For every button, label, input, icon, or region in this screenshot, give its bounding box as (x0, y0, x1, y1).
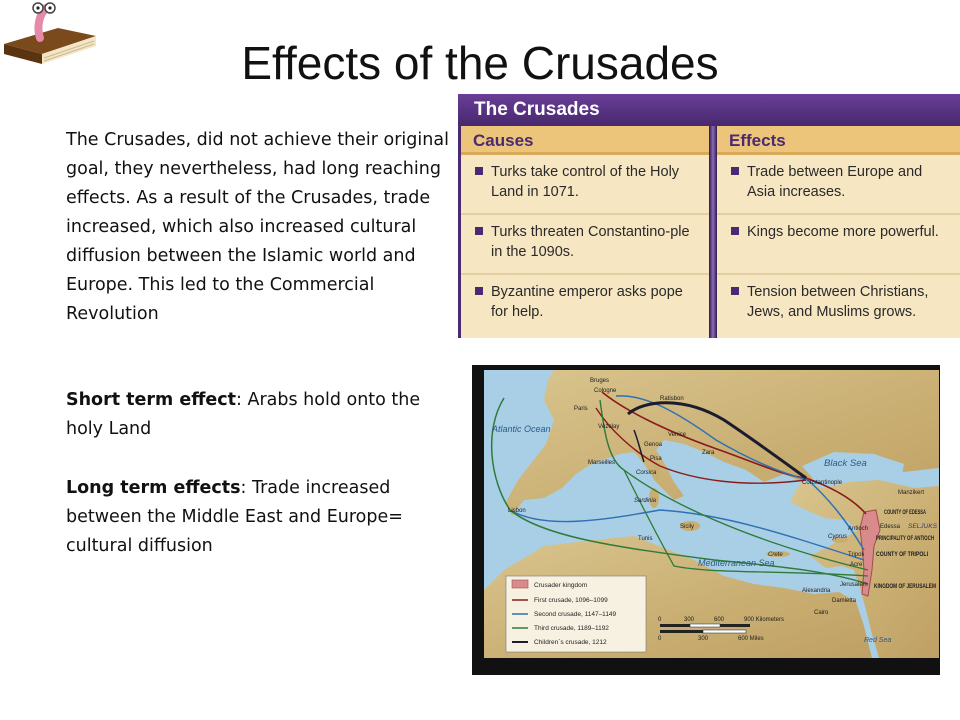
city-label: Paris (574, 406, 588, 412)
city-label: Sicily (680, 524, 695, 530)
cause-row (461, 215, 709, 275)
long-term-effects (66, 474, 456, 561)
effect-text: Kings become more powerful. (747, 224, 939, 240)
legend-label: Children`s crusade, 1212 (534, 639, 607, 646)
city-label: Edessa (880, 524, 901, 530)
bullet-square-icon (731, 167, 739, 175)
city-label: Crete (768, 552, 783, 558)
sea-label-mediterranean: Mediterranean Sea (698, 558, 775, 568)
city-label: Constantinople (802, 480, 843, 486)
city-label: Venice (668, 432, 687, 438)
city-label: Jerusalem (840, 582, 868, 588)
bullet-square-icon (475, 227, 483, 235)
city-label: Cologne (594, 388, 617, 394)
bullet-square-icon (731, 287, 739, 295)
page-title: Effects of the Crusades (241, 37, 719, 89)
city-label: Bruges (590, 378, 610, 384)
city-label: Tripoli (848, 552, 865, 558)
city-label: Antioch (848, 526, 869, 532)
cause-row (461, 275, 709, 335)
city-label: Ratisbon (660, 396, 684, 402)
city-label: Cyprus (828, 534, 848, 540)
crusades-table (458, 94, 960, 338)
cause-text: Turks threaten Constantino-ple in the 1090s. (491, 224, 690, 260)
scale-km-tick: 600 (714, 617, 725, 623)
cause-row (461, 155, 709, 215)
city-label: Genoa (644, 442, 663, 448)
city-label: Corsica (636, 470, 657, 476)
city-label: Sardinia (634, 498, 657, 504)
effect-text: Tension between Christians, Jews, and Muslims grows. (747, 284, 929, 320)
state-label-tripoli: COUNTY OF TRIPOLI (876, 551, 929, 558)
sea-label-black-sea: Black Sea (824, 458, 867, 469)
legend-label: Crusader kingdom (534, 582, 588, 589)
map-legend (506, 576, 646, 652)
short-term-text: : Arabs hold onto the holy Land (66, 390, 421, 439)
long-term-text: : Trade increased between the Middle East and Europe= cultural diffusion (66, 478, 403, 556)
effects-column (717, 126, 960, 338)
state-label-jerusalem: KINGDOM OF JERUSALEM (874, 583, 936, 590)
scale-km-tick: 900 Kilometers (744, 617, 785, 623)
city-label: Pisa (650, 456, 662, 462)
sea-label-atlantic: Atlantic Ocean (492, 424, 551, 434)
city-label: Acre (850, 562, 863, 568)
crusades-table-title: The Crusades (458, 94, 960, 126)
state-label-antioch: PRINCIPALITY OF ANTIOCH (876, 535, 935, 542)
cause-text: Byzantine emperor asks pope for help. (491, 284, 683, 320)
city-label: Tunis (638, 536, 653, 542)
effect-text: Trade between Europe and Asia increases. (747, 164, 923, 200)
scale-km-tick: 300 (684, 617, 695, 623)
city-label: Zara (702, 450, 715, 456)
city-label: Alexandria (802, 588, 831, 594)
scale-mi-tick: 600 Miles (738, 636, 764, 642)
bullet-square-icon (731, 227, 739, 235)
state-label-edessa: COUNTY OF EDESSA (884, 509, 927, 516)
short-term-label: Short term effect (66, 390, 237, 410)
city-label: Lisbon (508, 508, 526, 514)
column-divider (709, 126, 717, 338)
intro-paragraph: The Crusades, did not achieve their original goal, they nevertheless, had long reaching effects. As a result of the Crusades, trade increased, which also increased cultural diffusion between the Islamic world and Europe. This led to the Commercial Revolution (66, 130, 449, 324)
effect-row (717, 215, 960, 275)
legend-swatch-kingdom (512, 580, 528, 588)
city-label: Cairo (814, 610, 829, 616)
scale-mi-tick: 0 (658, 636, 662, 642)
cause-text: Turks take control of the Holy Land in 1071. (491, 164, 680, 200)
crusades-map (472, 365, 940, 675)
long-term-label: Long term effects (66, 478, 241, 498)
causes-header: Causes (461, 126, 709, 155)
short-term-effect (66, 386, 456, 444)
sea-label-red-sea: Red Sea (864, 637, 892, 644)
city-label: Vézelay (598, 424, 620, 430)
city-label: Damietta (832, 598, 857, 604)
legend-label: First crusade, 1096–1099 (534, 597, 608, 604)
legend-label: Third crusade, 1189–1192 (534, 625, 609, 632)
state-label-seljuks: SELJUKS (908, 523, 937, 530)
bullet-square-icon (475, 287, 483, 295)
bullet-square-icon (475, 167, 483, 175)
legend-label: Second crusade, 1147–1149 (534, 611, 617, 618)
scale-mi-tick: 300 (698, 636, 709, 642)
city-label: Marseilles (588, 460, 616, 466)
scale-km-tick: 0 (658, 617, 662, 623)
effect-row (717, 155, 960, 215)
city-label: Manzikert (898, 490, 925, 496)
causes-column (461, 126, 709, 338)
effects-header: Effects (717, 126, 960, 155)
effect-row (717, 275, 960, 335)
